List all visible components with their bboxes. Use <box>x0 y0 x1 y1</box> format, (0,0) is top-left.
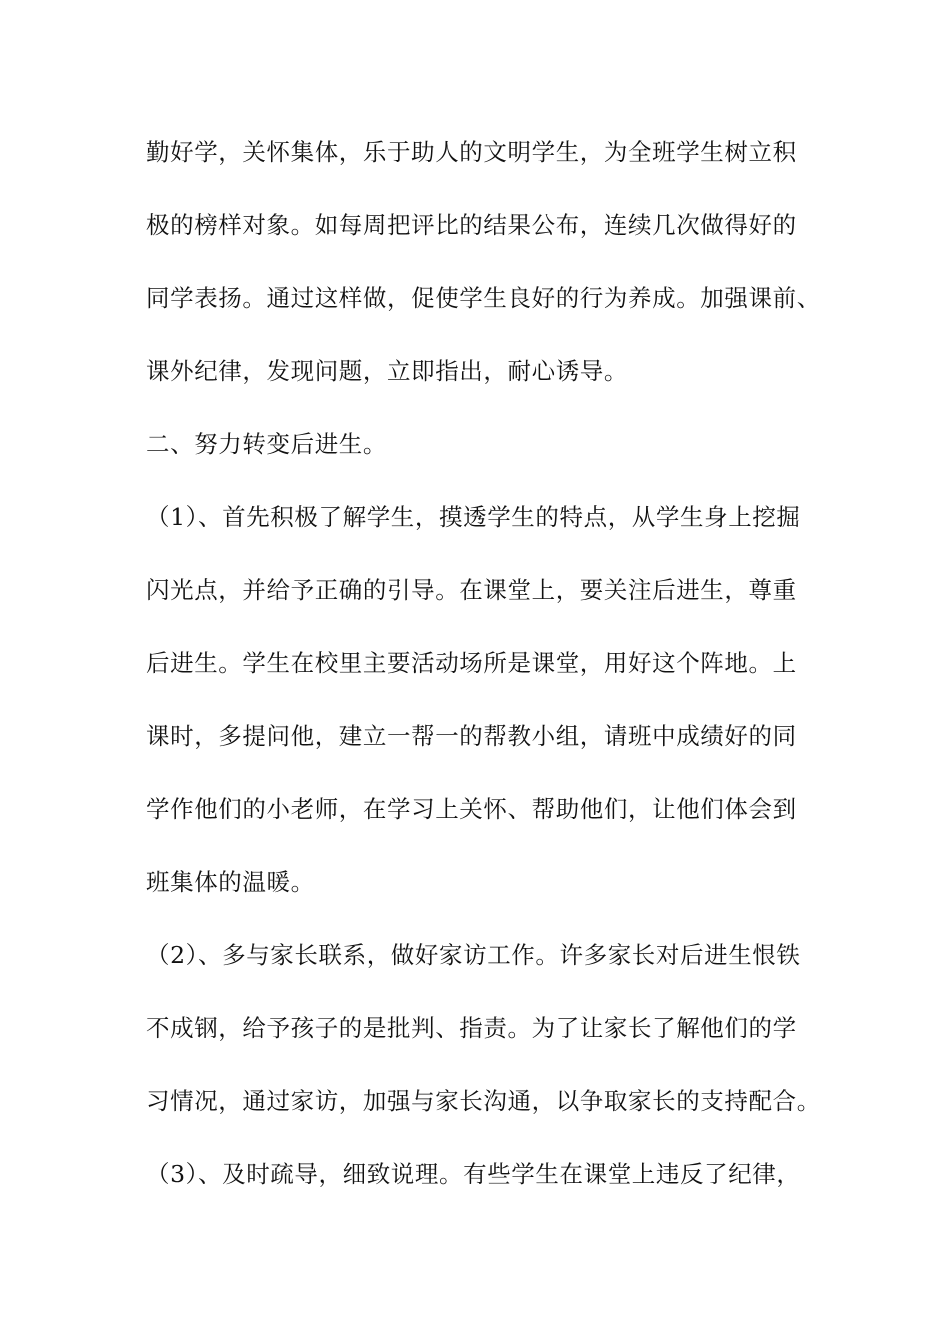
text-line: （1）、首先积极了解学生，摸透学生的特点，从学生身上挖掘 <box>146 503 801 531</box>
text-line: 闪光点，并给予正确的引导。在课堂上，要关注后进生，尊重 <box>146 576 797 604</box>
text-line: 班集体的温暖。 <box>146 868 315 896</box>
text-line: 学作他们的小老师，在学习上关怀、帮助他们，让他们体会到 <box>146 795 797 823</box>
text-line: 课外纪律，发现问题，立即指出，耐心诱导。 <box>146 357 628 385</box>
text-line: （2）、多与家长联系，做好家访工作。许多家长对后进生恨铁 <box>146 941 801 969</box>
text-line: （3）、及时疏导，细致说理。有些学生在课堂上违反了纪律， <box>146 1160 801 1188</box>
text-line: 勤好学，关怀集体，乐于助人的文明学生，为全班学生树立积 <box>146 138 797 166</box>
text-line: 极的榜样对象。如每周把评比的结果公布，连续几次做得好的 <box>146 211 797 239</box>
section-heading: 二、努力转变后进生。 <box>146 430 387 458</box>
text-line: 同学表扬。通过这样做，促使学生良好的行为养成。加强课前、 <box>146 284 821 312</box>
text-line: 课时，多提问他，建立一帮一的帮教小组，请班中成绩好的同 <box>146 722 797 750</box>
text-line: 不成钢，给予孩子的是批判、指责。为了让家长了解他们的学 <box>146 1014 797 1042</box>
text-line: 后进生。学生在校里主要活动场所是课堂，用好这个阵地。上 <box>146 649 797 677</box>
text-line: 习情况，通过家访，加强与家长沟通，以争取家长的支持配合。 <box>146 1087 821 1115</box>
